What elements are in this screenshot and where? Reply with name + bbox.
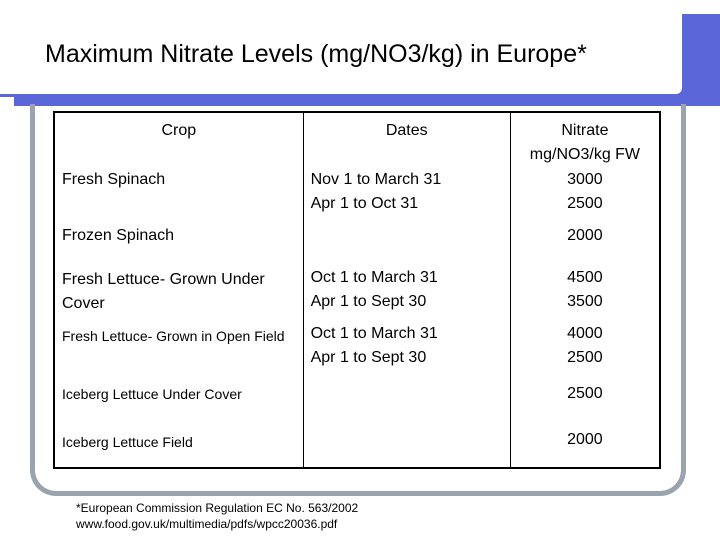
date-range: Oct 1 to March 31: [310, 325, 438, 342]
nitrate-header-line2: mg/NO3/kg FW: [529, 146, 641, 163]
nitrate-cell: [510, 420, 660, 468]
date-range: Apr 1 to Oct 31: [310, 195, 419, 212]
table-header-row: [54, 112, 660, 168]
nitrate-value: 2000: [567, 227, 603, 244]
table-row: [54, 420, 660, 468]
nitrate-cell: [510, 322, 660, 378]
date-range: Apr 1 to Sept 30: [310, 349, 427, 366]
date-range: Apr 1 to Sept 30: [310, 293, 427, 310]
dates-cell: [303, 378, 510, 420]
table-row: [54, 224, 660, 264]
nitrate-cell: [510, 224, 660, 264]
nitrate-value: 4000: [567, 325, 603, 342]
nitrate-value: 2500: [567, 349, 603, 366]
dates-cell: [303, 224, 510, 264]
table-row: [54, 378, 660, 420]
nitrate-value: 4500: [567, 269, 603, 286]
nitrate-header-line1: Nitrate: [561, 122, 609, 139]
crop-cell: Frozen Spinach: [54, 224, 303, 264]
footnote-citation: *European Commission Regulation EC No. 563/2002: [76, 501, 359, 515]
slide-title: Maximum Nitrate Levels (mg/NO3/kg) in Europe*: [45, 40, 587, 68]
nitrate-cell: [510, 378, 660, 420]
nitrate-cell: [510, 168, 660, 224]
nitrate-value: 2500: [567, 195, 603, 212]
crop-cell: Fresh Lettuce- Grown in Open Field: [54, 322, 303, 378]
nitrate-value: 2000: [567, 431, 603, 448]
crop-cell: Fresh Spinach: [54, 168, 303, 224]
table-row: [54, 322, 660, 378]
crop-cell: Iceberg Lettuce Under Cover: [54, 378, 303, 420]
crop-cell: Fresh Lettuce- Grown Under Cover: [54, 264, 303, 322]
crop-header: Crop: [54, 112, 303, 168]
dates-cell: [303, 264, 510, 322]
footnote: [76, 500, 358, 532]
dates-cell: [303, 420, 510, 468]
nitrate-value: 3500: [567, 293, 603, 310]
table-row: [54, 264, 660, 322]
footnote-url: www.food.gov.uk/multimedia/pdfs/wpcc20036.pdf: [76, 517, 338, 531]
dates-cell: [303, 168, 510, 224]
dates-cell: [303, 322, 510, 378]
date-range: Oct 1 to March 31: [310, 269, 438, 286]
nitrate-table: [53, 111, 661, 469]
date-range: Nov 1 to March 31: [310, 171, 442, 188]
nitrate-value: 2500: [567, 385, 603, 402]
dates-header: Dates: [303, 112, 510, 168]
table-row: [54, 168, 660, 224]
nitrate-value: 3000: [567, 171, 603, 188]
title-underline: [0, 94, 636, 97]
nitrate-cell: [510, 264, 660, 322]
crop-cell: Iceberg Lettuce Field: [54, 420, 303, 468]
nitrate-header: [510, 112, 660, 168]
